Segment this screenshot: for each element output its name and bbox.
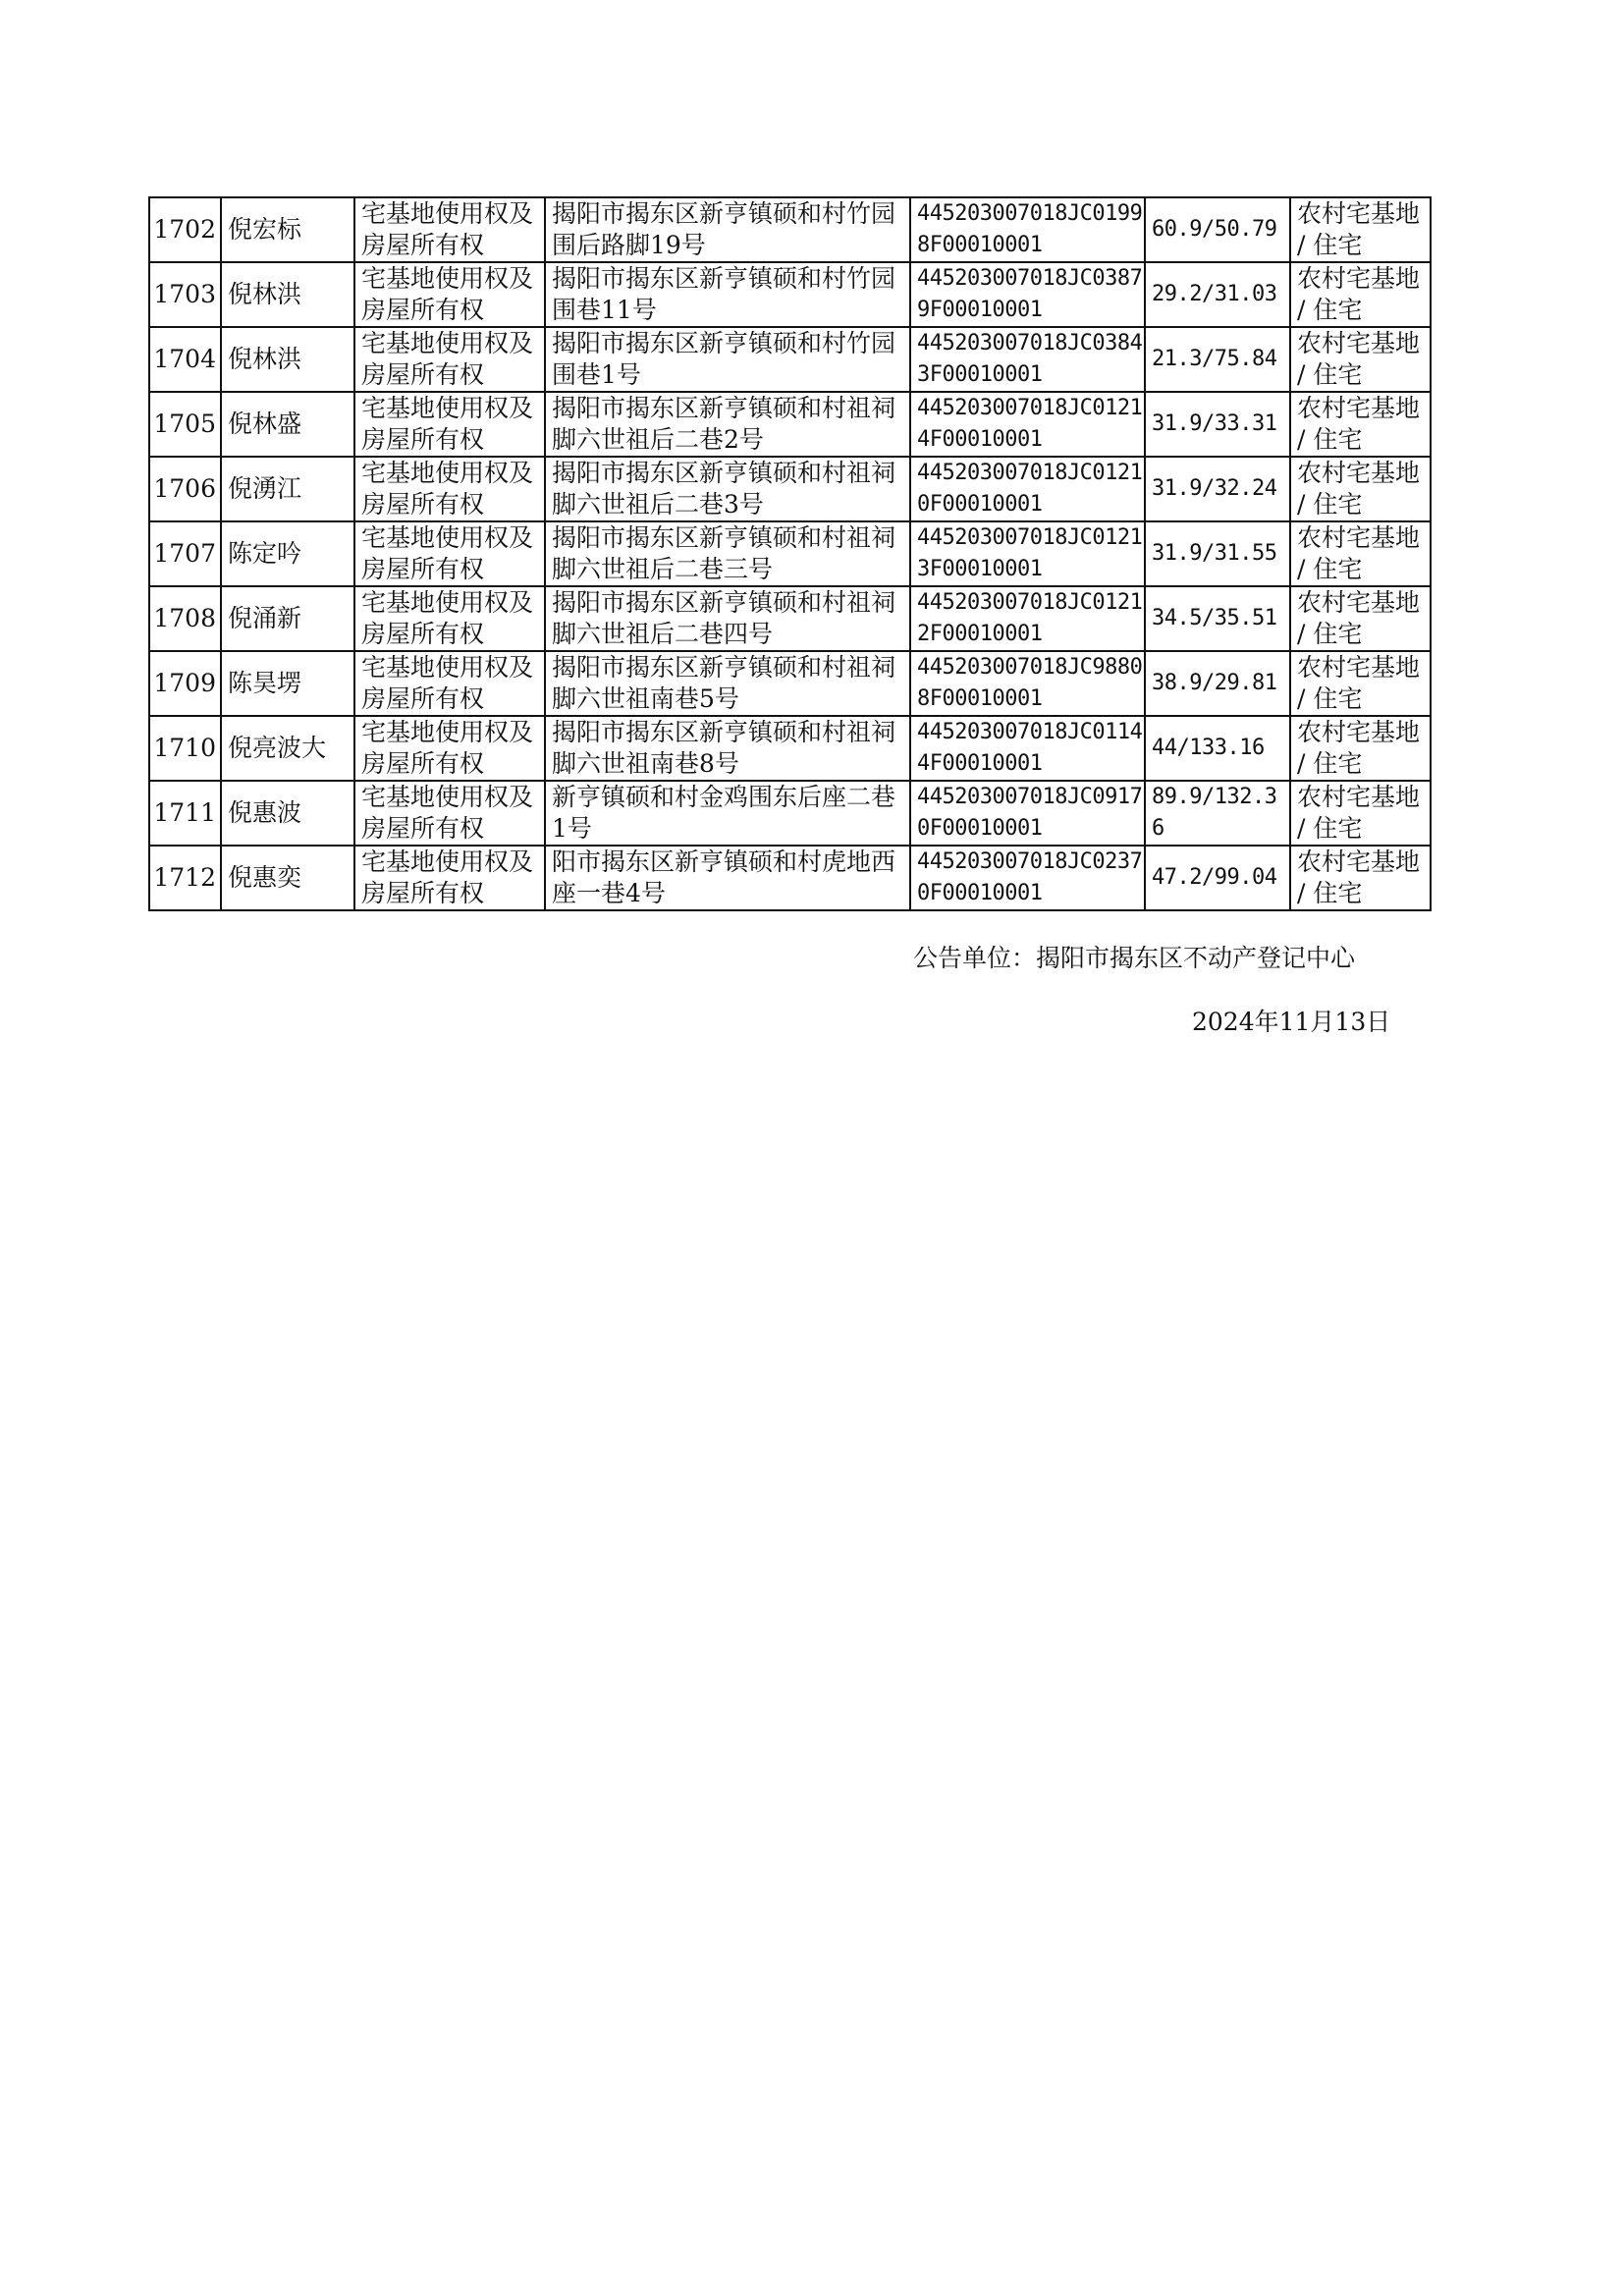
land-usage: 农村宅基地 / 住宅	[1290, 457, 1431, 521]
owner-name: 倪涌新	[221, 586, 354, 651]
property-location: 新亨镇硕和村金鸡围东后座二巷1号	[545, 781, 910, 846]
land-usage: 农村宅基地 / 住宅	[1290, 651, 1431, 716]
property-location: 揭阳市揭东区新亨镇硕和村竹园围后路脚19号	[545, 197, 910, 262]
table-row	[149, 781, 1431, 846]
area-value: 44/133.16	[1145, 716, 1290, 781]
owner-name: 陈昊塄	[221, 651, 354, 716]
land-usage: 农村宅基地 / 住宅	[1290, 586, 1431, 651]
certificate-number: 445203007018JC01213F00010001	[910, 521, 1145, 586]
right-type: 宅基地使用权及房屋所有权	[354, 197, 545, 262]
property-location: 揭阳市揭东区新亨镇硕和村祖祠脚六世祖南巷8号	[545, 716, 910, 781]
area-value: 31.9/32.24	[1145, 457, 1290, 521]
area-value: 60.9/50.79	[1145, 197, 1290, 262]
record-number: 1709	[149, 651, 221, 716]
owner-name: 倪惠奕	[221, 846, 354, 910]
right-type: 宅基地使用权及房屋所有权	[354, 781, 545, 846]
record-number: 1712	[149, 846, 221, 910]
area-value: 31.9/31.55	[1145, 521, 1290, 586]
record-number: 1704	[149, 327, 221, 392]
land-usage: 农村宅基地 / 住宅	[1290, 392, 1431, 457]
property-location: 揭阳市揭东区新亨镇硕和村竹园围巷1号	[545, 327, 910, 392]
right-type: 宅基地使用权及房屋所有权	[354, 521, 545, 586]
property-location: 阳市揭东区新亨镇硕和村虎地西座一巷4号	[545, 846, 910, 910]
table-row	[149, 521, 1431, 586]
owner-name: 倪惠波	[221, 781, 354, 846]
land-usage: 农村宅基地 / 住宅	[1290, 781, 1431, 846]
record-number: 1707	[149, 521, 221, 586]
record-number: 1710	[149, 716, 221, 781]
table-row	[149, 716, 1431, 781]
area-value: 34.5/35.51	[1145, 586, 1290, 651]
certificate-number: 445203007018JC01144F00010001	[910, 716, 1145, 781]
right-type: 宅基地使用权及房屋所有权	[354, 392, 545, 457]
property-location: 揭阳市揭东区新亨镇硕和村祖祠脚六世祖后二巷四号	[545, 586, 910, 651]
owner-name: 倪宏标	[221, 197, 354, 262]
record-number: 1711	[149, 781, 221, 846]
record-number: 1702	[149, 197, 221, 262]
certificate-number: 445203007018JC01212F00010001	[910, 586, 1145, 651]
area-value: 47.2/99.04	[1145, 846, 1290, 910]
table-row	[149, 586, 1431, 651]
property-location: 揭阳市揭东区新亨镇硕和村祖祠脚六世祖后二巷2号	[545, 392, 910, 457]
property-location: 揭阳市揭东区新亨镇硕和村竹园围巷11号	[545, 262, 910, 327]
record-number: 1706	[149, 457, 221, 521]
right-type: 宅基地使用权及房屋所有权	[354, 846, 545, 910]
registration-table	[148, 196, 1432, 911]
owner-name: 倪湧江	[221, 457, 354, 521]
record-number: 1708	[149, 586, 221, 651]
table-row	[149, 197, 1431, 262]
owner-name: 倪林洪	[221, 262, 354, 327]
certificate-number: 445203007018JC03843F00010001	[910, 327, 1145, 392]
certificate-number: 445203007018JC01998F00010001	[910, 197, 1145, 262]
area-value: 38.9/29.81	[1145, 651, 1290, 716]
certificate-number: 445203007018JC09170F00010001	[910, 781, 1145, 846]
record-number: 1703	[149, 262, 221, 327]
owner-name: 陈定吟	[221, 521, 354, 586]
announcement-date: 2024年11月13日	[1192, 1008, 1391, 1036]
land-usage: 农村宅基地 / 住宅	[1290, 846, 1431, 910]
area-value: 31.9/33.31	[1145, 392, 1290, 457]
certificate-number: 445203007018JC01214F00010001	[910, 392, 1145, 457]
table-row	[149, 392, 1431, 457]
area-value: 89.9/132.36	[1145, 781, 1290, 846]
land-usage: 农村宅基地 / 住宅	[1290, 262, 1431, 327]
land-usage: 农村宅基地 / 住宅	[1290, 327, 1431, 392]
right-type: 宅基地使用权及房屋所有权	[354, 651, 545, 716]
area-value: 21.3/75.84	[1145, 327, 1290, 392]
certificate-number: 445203007018JC03879F00010001	[910, 262, 1145, 327]
property-location: 揭阳市揭东区新亨镇硕和村祖祠脚六世祖后二巷3号	[545, 457, 910, 521]
certificate-number: 445203007018JC02370F00010001	[910, 846, 1145, 910]
certificate-number: 445203007018JC01210F00010001	[910, 457, 1145, 521]
owner-name: 倪林盛	[221, 392, 354, 457]
table-row	[149, 262, 1431, 327]
area-value: 29.2/31.03	[1145, 262, 1290, 327]
table-row	[149, 651, 1431, 716]
property-location: 揭阳市揭东区新亨镇硕和村祖祠脚六世祖后二巷三号	[545, 521, 910, 586]
land-usage: 农村宅基地 / 住宅	[1290, 716, 1431, 781]
table-body	[149, 197, 1431, 910]
right-type: 宅基地使用权及房屋所有权	[354, 586, 545, 651]
certificate-number: 445203007018JC98808F00010001	[910, 651, 1145, 716]
right-type: 宅基地使用权及房屋所有权	[354, 457, 545, 521]
right-type: 宅基地使用权及房屋所有权	[354, 327, 545, 392]
record-number: 1705	[149, 392, 221, 457]
table-row	[149, 846, 1431, 910]
right-type: 宅基地使用权及房屋所有权	[354, 262, 545, 327]
property-location: 揭阳市揭东区新亨镇硕和村祖祠脚六世祖南巷5号	[545, 651, 910, 716]
owner-name: 倪亮波大	[221, 716, 354, 781]
owner-name: 倪林洪	[221, 327, 354, 392]
land-usage: 农村宅基地 / 住宅	[1290, 197, 1431, 262]
table-row	[149, 327, 1431, 392]
land-usage: 农村宅基地 / 住宅	[1290, 521, 1431, 586]
announcing-unit: 公告单位：揭阳市揭东区不动产登记中心	[913, 944, 1356, 972]
table-row	[149, 457, 1431, 521]
right-type: 宅基地使用权及房屋所有权	[354, 716, 545, 781]
